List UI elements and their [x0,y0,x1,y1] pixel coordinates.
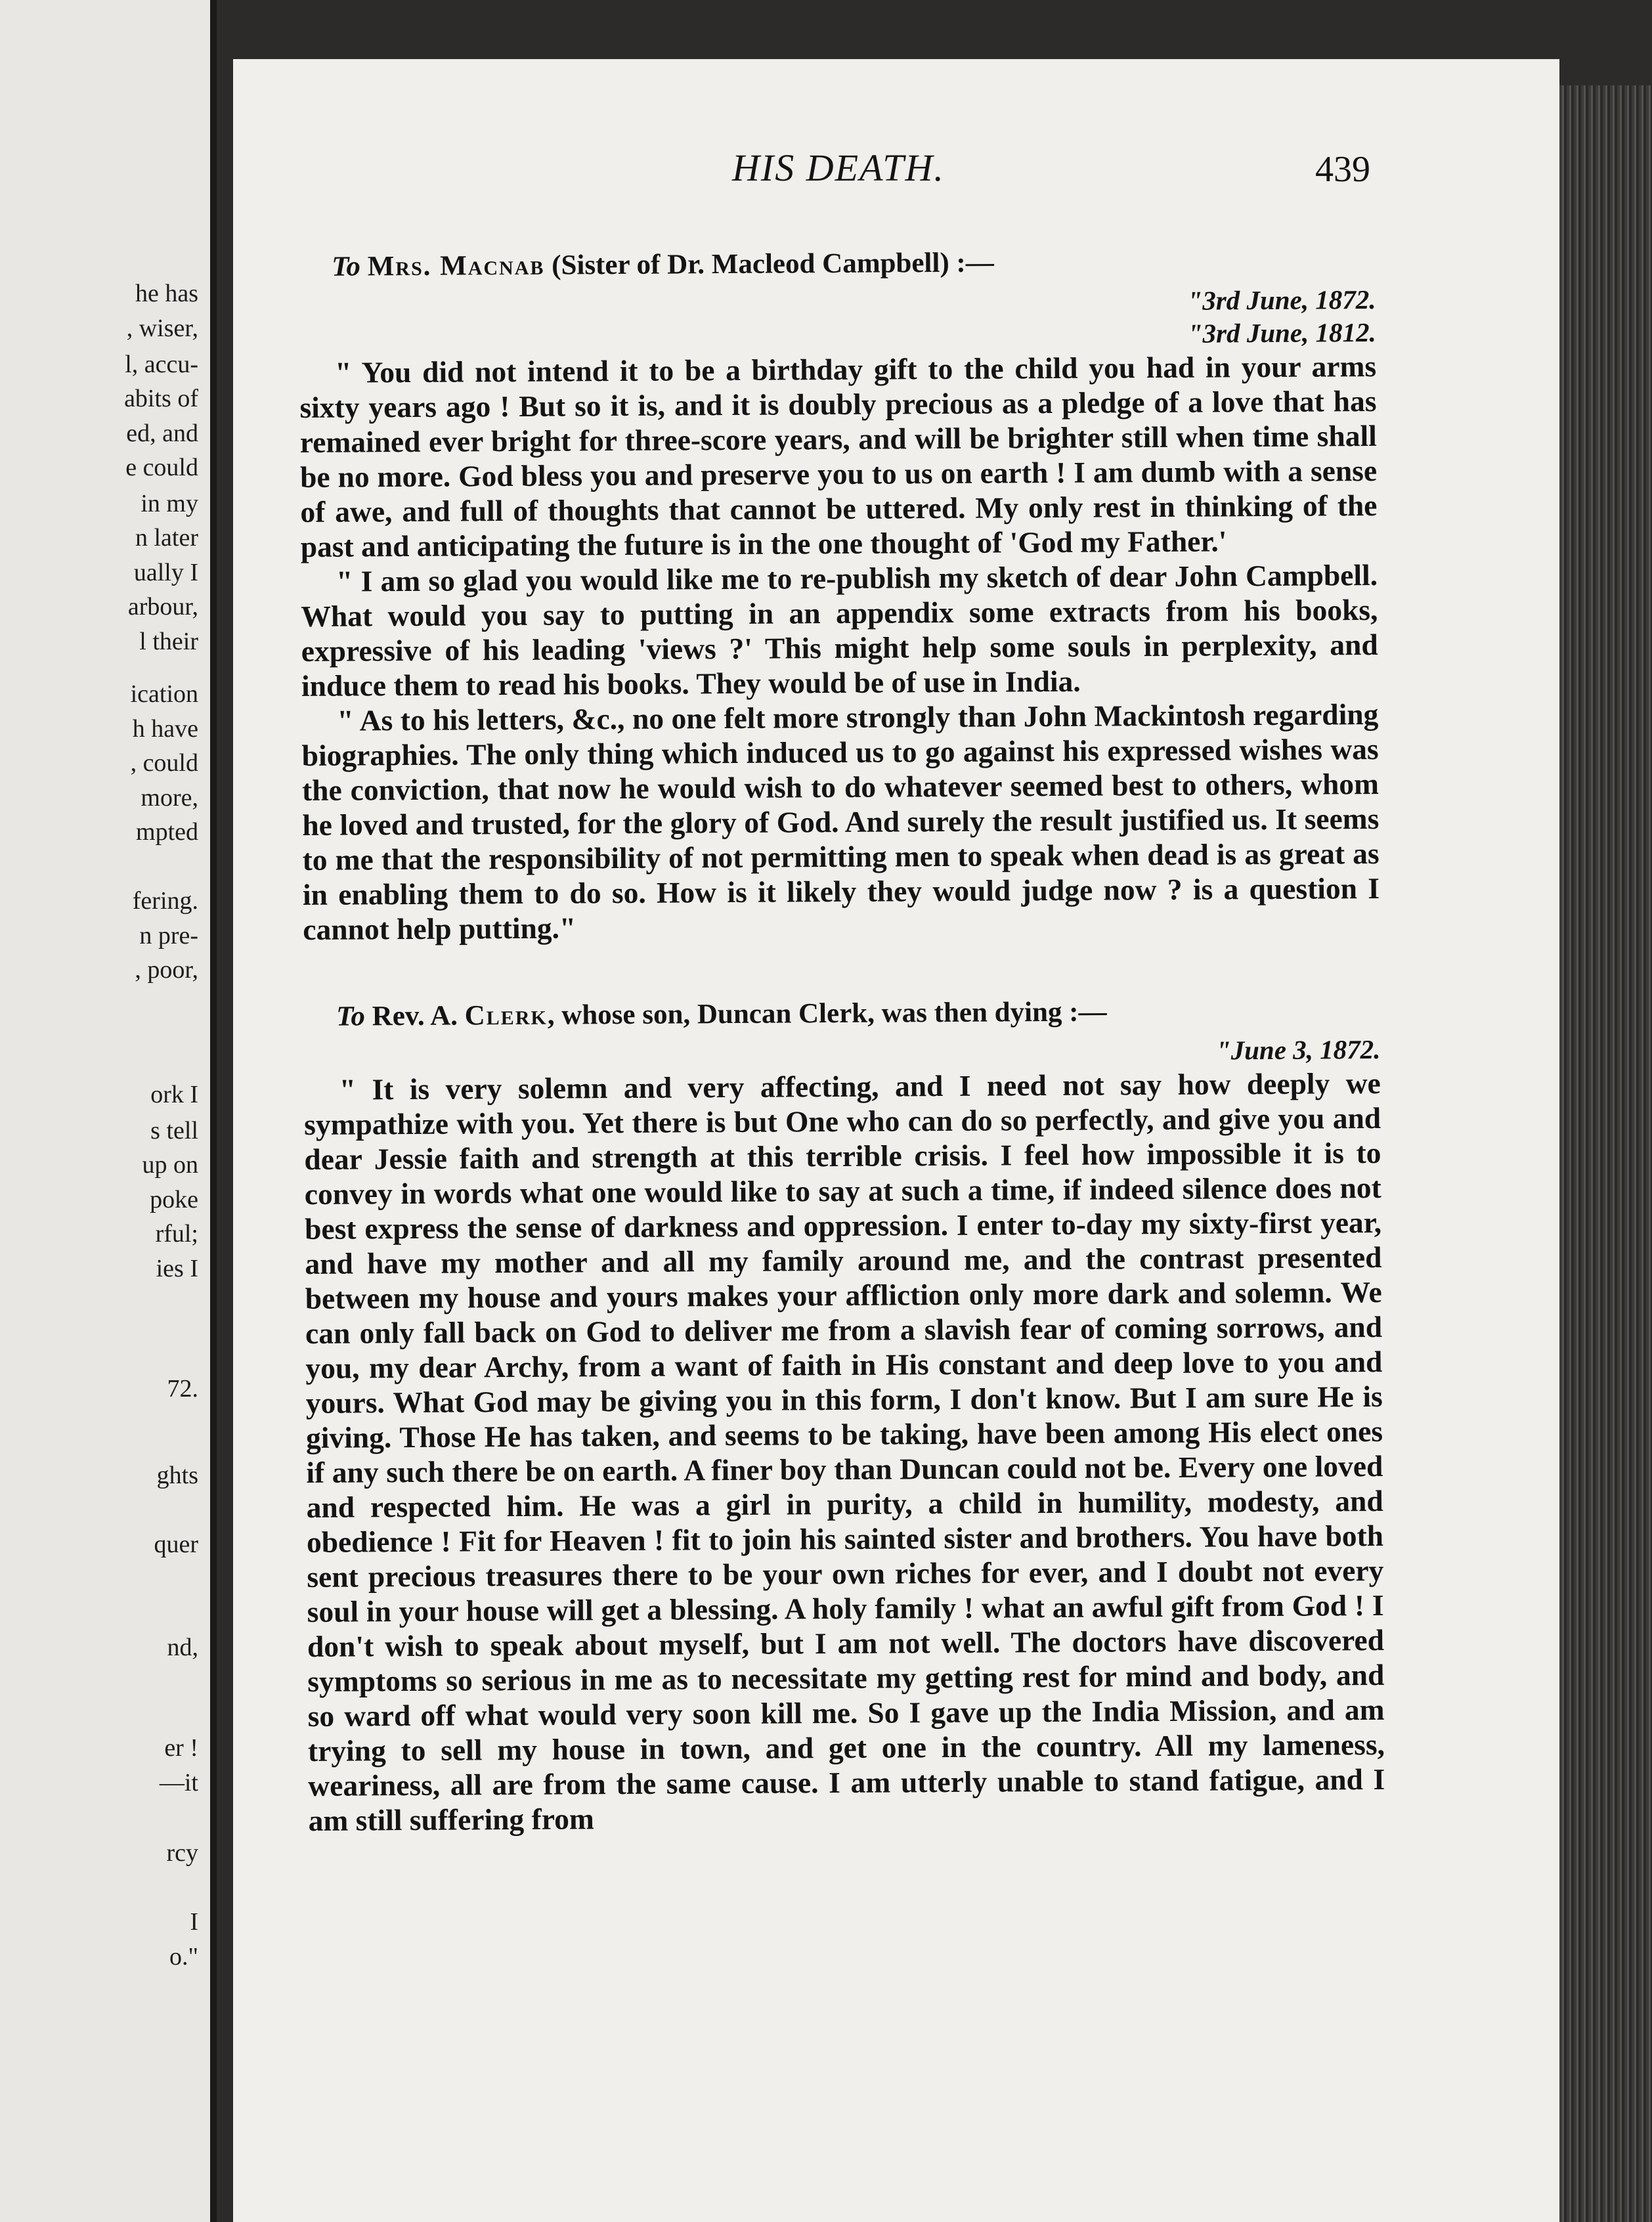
facing-page-line: n later [135,524,198,552]
page-edges [1559,85,1652,2222]
recipient-prefix: Rev. A. [372,1000,458,1032]
facing-page-line: I [190,1908,198,1936]
facing-page-line: 72. [167,1375,198,1403]
facing-page-line: , wiser, [126,315,198,342]
letter-paragraph: " It is very solemn and very affecting, and I need not say how deeply we sympathize with you. Yet there is but One who can do so perfectly, and give you and dear Jessie faith and strength at this terrible crisis. I feel how impossible it is to convey in words what one would like to say at such a time, if indeed silence does not best express the sense of darkness and oppression. I enter to-day my sixty-first year, and have my mother and all my family around me, and the contrast presented between my house and yours makes your affliction only more dark and solemn. We can only fall back on God to deliver me from a slavish fear of coming sorrows, and you, my dear Archy, from a want of faith in His constant and deep love to you and yours. What God may be giving you in this form, I don't know. But I am sure He is giving. Those He has taken, and seems to be taking, have been among His elect ones if any such there be on earth. A finer boy than Duncan could not be. Every one loved and respected him. He was a girl in purity, a child in humility, modesty, and obedience ! Fit for Heaven ! fit to join his sainted sister and brothers. You have both sent precious treasures there to be your own riches for ever, and I doubt not every soul in your house will get a blessing. A holy family ! what an awful gift from God ! I don't wish to speak about myself, but I am not well. The doctors have discovered symptoms so serious in me as to necessitate my getting rest for mind and body, and so ward off what would very soon kill me. So I gave up the India Mission, and am trying to sell my house in town, and get one in the country. All my lameness, weariness, all are from the same cause. I am utterly unable to stand fatigue, and I am still suffering from [303,1066,1385,1837]
section-spacer [303,940,1380,999]
facing-page-line: ies I [156,1255,198,1282]
facing-page-line: arbour, [127,593,198,621]
facing-page-line: ication [130,680,198,708]
facing-page-line: nd, [167,1634,198,1661]
to-label: To [332,251,361,282]
facing-page-line: fering. [132,887,198,915]
letter-paragraph: " I am so glad you would like me to re-publish my sketch of dear John Campbell. What would you say to putting in an appendix some extracts from his books, expressive of his leading 'views ?' This might help some souls in perplexity, and induce them to read his books. They would be of use in India. [301,557,1378,703]
facing-page-line: more, [141,784,198,812]
facing-page-line: , poor, [135,956,198,984]
page-body [299,243,1385,1838]
facing-page-line: , could [130,749,198,777]
facing-page-line: ually I [133,559,198,586]
facing-page-line: er ! [164,1734,198,1762]
facing-page-line: mpted [136,818,198,846]
facing-page-line: rful; [155,1220,198,1248]
dateline: "June 3, 1872. [1215,1034,1381,1066]
letter-paragraph: " As to his letters, &c., no one felt more strongly than John Mackintosh regarding biographies. The only thing which induced us to go against his expressed wishes was the conviction, that now he would wish to do whatever seemed best to others, whom he loved and trusted, for the glory of God. And surely the result justified us. It seems to me that the responsibility of not permitting men to speak when dead is as great as in enabling them to do so. How is it likely they would judge now ? is a question I cannot help putting." [301,697,1380,946]
facing-page-line: he has [135,280,198,307]
facing-page-line: e could [125,454,198,481]
facing-page-left [0,0,217,2222]
facing-page-line: l, accu- [125,351,198,378]
running-head: HIS DEATH. [732,146,945,189]
facing-page-line: abits of [124,385,198,412]
dateline: "3rd June, 1872. [1187,284,1376,316]
facing-page-line: —it [159,1769,198,1797]
recipient-name: Mrs. Macnab [367,250,545,282]
recipient-note: (Sister of Dr. Macleod Campbell) :— [552,247,994,281]
facing-page-line: quer [154,1531,198,1558]
facing-page-line: ed, and [126,420,198,447]
to-label: To [336,1001,366,1032]
recipient-note: , whose son, Duncan Clerk, was then dying :— [547,996,1107,1031]
facing-page-line: ork I [150,1081,198,1108]
facing-page-line: h have [132,715,198,743]
recipient-name: Clerk [464,999,548,1032]
facing-page-line: l their [139,628,198,655]
facing-page-line: o." [169,1943,198,1971]
letter-heading-macnab [332,243,1376,284]
facing-page-line: n pre- [139,922,198,949]
facing-page-line: s tell [150,1117,198,1144]
letter-paragraph: " You did not intend it to be a birthday gift to the child you had in your arms sixty years ago ! But so it is, and it is doubly precious as a pledge of a love that has remained ever bright for three-score years, and will be brighter still when time shall be no more. God bless you and preserve you to us on earth ! I am dumb with a sense of awe, and full of thoughts that cannot be uttered. My only rest in thinking of the past and anticipating the future is in the one thought of 'God my Father.' [299,349,1378,563]
facing-page-line: poke [150,1186,198,1213]
page-number: 439 [1315,149,1370,190]
facing-page-line: up on [142,1151,198,1179]
book-gutter [210,0,217,2222]
dateline: "3rd June, 1812. [1187,316,1376,349]
facing-page-line: ghts [156,1462,198,1489]
facing-page-line: in my [141,490,198,517]
letter-heading-clerk [336,993,1380,1034]
facing-page-line: rcy [166,1839,198,1867]
